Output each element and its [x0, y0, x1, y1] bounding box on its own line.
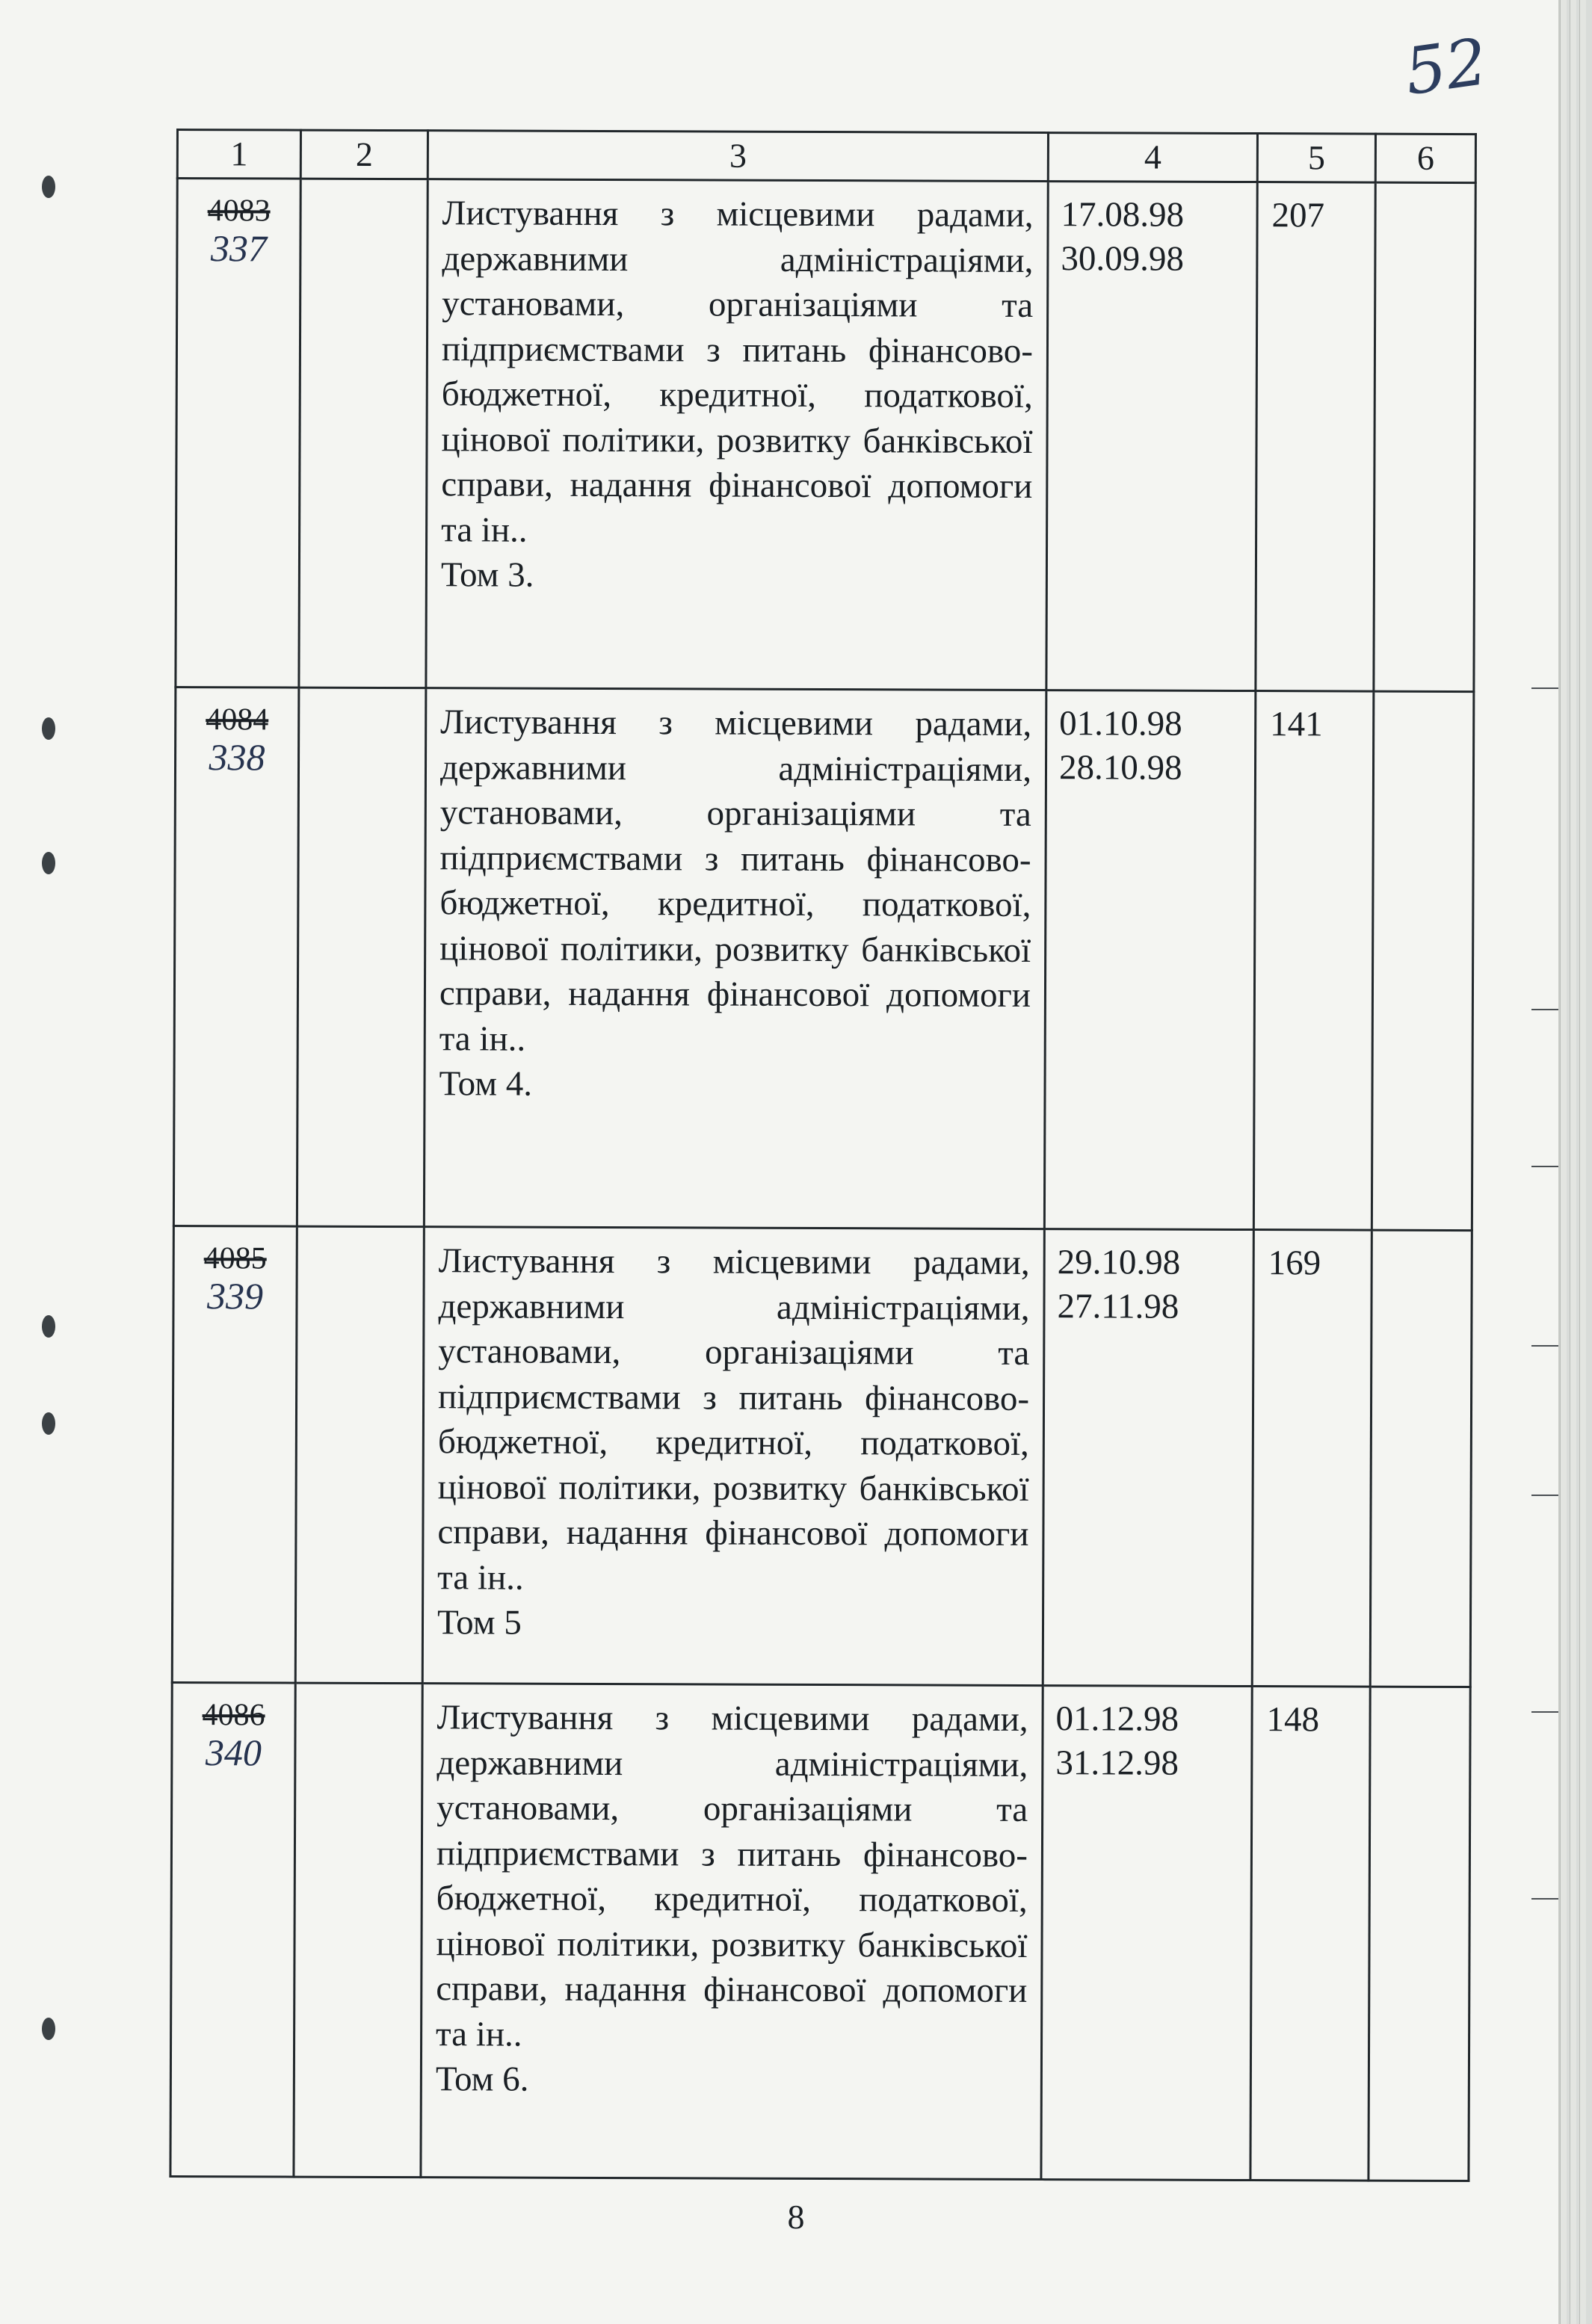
dates-cell	[1043, 1229, 1253, 1687]
old-inventory-number: 4083	[207, 194, 271, 229]
binding-hole	[42, 717, 55, 740]
old-inventory-number: 4086	[202, 1698, 265, 1733]
header-row	[177, 130, 1475, 183]
inventory-table	[169, 129, 1477, 2182]
page-count: 148	[1250, 1687, 1370, 2181]
date-end: 28.10.98	[1058, 748, 1182, 788]
volume-label: Том 3.	[440, 555, 534, 595]
binding-hole	[42, 852, 55, 874]
dates-cell	[1044, 690, 1256, 1230]
file-description: Листування з місцевими радами, державними адміністраціями, установами, організаціями та підприємствами з питань фінансово-бюджетної, кредитної, податкової, цінової політики, розвитку банківської справи, надання фінансової допомоги та ін..	[437, 1241, 1030, 1598]
page-edge-mark	[1531, 687, 1558, 689]
empty-cell	[295, 1226, 424, 1684]
description-cell	[426, 179, 1048, 690]
stacked-page-edge	[1579, 0, 1586, 2324]
notes-cell	[1372, 691, 1474, 1230]
sheet-number: 52	[1400, 24, 1492, 111]
page-edge-mark	[1531, 1898, 1558, 1900]
page-edge-mark	[1531, 1495, 1558, 1496]
description-cell	[424, 688, 1046, 1229]
binding-hole	[42, 1412, 55, 1435]
dates-cell	[1046, 182, 1257, 691]
description-cell	[422, 1227, 1044, 1686]
file-description: Листування з місцевими радами, державними адміністраціями, установами, організаціями та підприємствами з питань фінансово-бюджетної, кредитної, податкової, цінової політики, розвитку банківської справи, надання фінансової допомоги та ін..	[436, 1698, 1028, 2054]
empty-cell	[299, 179, 428, 688]
table-row	[173, 687, 1474, 1231]
page-number: 8	[787, 2198, 805, 2236]
date-start: 01.10.98	[1059, 704, 1182, 744]
notes-cell	[1369, 1687, 1470, 2181]
column-header: 4	[1048, 133, 1257, 182]
description-cell	[421, 1684, 1043, 2180]
binding-hole	[42, 1315, 55, 1338]
inventory-number-cell	[173, 687, 299, 1227]
volume-label: Том 5	[436, 1603, 522, 1642]
inventory-number-cell	[172, 1226, 297, 1683]
file-description: Листування з місцевими радами, державними адміністраціями, установами, організаціями та підприємствами з питань фінансово-бюджетної, кредитної, податкової, цінової політики, розвитку банківської справи, надання фінансової допомоги та ін..	[441, 194, 1034, 550]
stacked-page-edge	[1560, 0, 1567, 2324]
binding-hole	[42, 176, 55, 198]
new-inventory-number: 339	[206, 1275, 264, 1317]
empty-cell	[297, 687, 426, 1227]
table-row	[172, 1226, 1472, 1687]
date-start: 01.12.98	[1055, 1699, 1179, 1739]
date-start: 29.10.98	[1057, 1243, 1181, 1282]
page-edge-mark	[1531, 1711, 1558, 1713]
page-edge-mark	[1531, 1009, 1558, 1010]
table-row	[176, 179, 1475, 692]
old-inventory-number: 4084	[206, 702, 269, 738]
page-count: 141	[1253, 691, 1374, 1231]
column-header: 2	[300, 130, 428, 179]
column-header: 3	[428, 131, 1048, 182]
new-inventory-number: 337	[210, 227, 268, 270]
new-inventory-number: 340	[205, 1731, 262, 1774]
page-count: 207	[1256, 182, 1375, 692]
new-inventory-number: 338	[209, 736, 265, 779]
volume-label: Том 4.	[439, 1064, 533, 1104]
date-end: 30.09.98	[1061, 239, 1184, 279]
column-header: 6	[1375, 134, 1475, 182]
table-row	[170, 1682, 1470, 2181]
date-end: 27.11.98	[1057, 1287, 1179, 1326]
page-edge-mark	[1531, 1166, 1558, 1167]
column-header: 1	[177, 130, 300, 179]
inventory-number-cell	[176, 179, 300, 688]
column-header: 5	[1257, 134, 1375, 183]
dates-cell	[1041, 1686, 1252, 2181]
binding-hole	[42, 2018, 55, 2040]
date-start: 17.08.98	[1061, 195, 1185, 235]
file-description: Листування з місцевими радами, державними адміністраціями, установами, організаціями та підприємствами з питань фінансово-бюджетної, кредитної, податкової, цінової політики, розвитку банківської справи, надання фінансової допомоги та ін..	[439, 702, 1032, 1059]
volume-label: Том 6.	[435, 2059, 529, 2099]
notes-cell	[1374, 182, 1475, 691]
date-end: 31.12.98	[1055, 1743, 1179, 1783]
notes-cell	[1370, 1230, 1472, 1687]
inventory-number-cell	[170, 1682, 295, 2177]
stacked-page-edge	[1570, 0, 1576, 2324]
page-count: 169	[1252, 1230, 1372, 1687]
page-edge-mark	[1531, 1345, 1558, 1347]
old-inventory-number: 4085	[203, 1241, 267, 1276]
empty-cell	[294, 1683, 422, 2178]
